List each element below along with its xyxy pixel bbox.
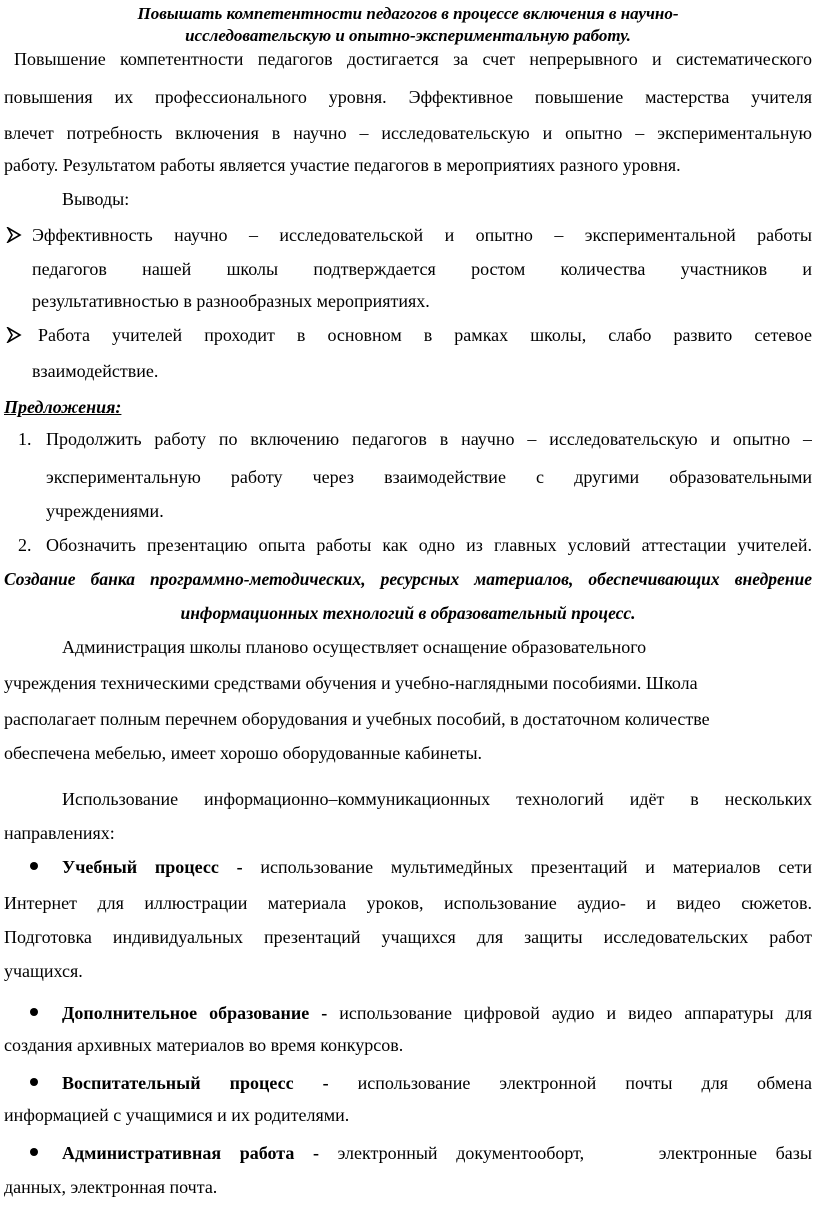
ict-line-1: Использование информационно–коммуникационных технологий идёт в нескольких bbox=[62, 789, 812, 809]
admin-line-3: располагает полным перечнем оборудования и учебных пособий, в достаточном количестве bbox=[4, 709, 710, 729]
intro-line-3: влечет потребность включения в научно – исследовательскую и опытно – экспериментальную bbox=[4, 123, 812, 143]
section-heading-2-line-2: информационных технологий в образовательный процесс. bbox=[180, 603, 636, 623]
intro-line-2: повышения их профессионального уровня. Эффективное повышение мастерства учителя bbox=[4, 87, 812, 107]
section-heading-line-2: исследовательскую и опытно-экспериментальную работу. bbox=[185, 26, 631, 45]
direction-4-text: электронный документооборт, электронные базы bbox=[337, 1143, 812, 1163]
conclusion-1-line-3: результативностью в разнообразных мероприятиях. bbox=[32, 291, 430, 311]
ict-line-2: направлениях: bbox=[4, 823, 115, 843]
direction-4-title: Административная работа - bbox=[62, 1143, 319, 1163]
direction-1-text: использование мультимедйных презентаций и материалов сети bbox=[260, 857, 812, 877]
proposal-1-line-3: учреждениями. bbox=[46, 501, 164, 521]
proposal-1-line-2: экспериментальную работу через взаимодействие с другими образовательными bbox=[46, 467, 812, 487]
conclusions-label: Выводы: bbox=[62, 189, 130, 209]
arrow-bullet-icon bbox=[6, 227, 22, 243]
direction-4-line-2: данных, электронная почта. bbox=[4, 1177, 218, 1197]
admin-line-1: Администрация школы планово осуществляет оснащение образовательного bbox=[62, 637, 647, 657]
bullet-icon bbox=[30, 1008, 38, 1016]
admin-line-2: учреждения техническими средствами обучения и учебно-наглядными пособиями. Школа bbox=[4, 673, 698, 693]
conclusion-1-line-1: Эффективность научно – исследовательской и опытно – экспериментальной работы bbox=[32, 225, 812, 245]
direction-3-line-1 bbox=[62, 1068, 812, 1098]
direction-1-line-1 bbox=[62, 852, 812, 882]
proposals-label: Предложения: bbox=[4, 397, 122, 417]
direction-2-text: использование цифровой аудио и видео аппаратуры для bbox=[339, 1003, 812, 1023]
arrow-bullet-icon bbox=[6, 327, 22, 343]
bullet-icon bbox=[30, 862, 38, 870]
direction-2-line-2: создания архивных материалов во время конкурсов. bbox=[4, 1035, 404, 1055]
proposal-1-number: 1. bbox=[18, 429, 32, 449]
direction-3-text: использование электронной почты для обмена bbox=[357, 1073, 812, 1093]
admin-line-4: обеспечена мебелью, имеет хорошо оборудованные кабинеты. bbox=[4, 743, 483, 763]
direction-1-line-2: Интернет для иллюстрации материала уроков, использование аудио- и видео сюжетов. bbox=[4, 893, 812, 913]
bullet-icon bbox=[30, 1078, 38, 1086]
direction-2-line-1 bbox=[62, 998, 812, 1028]
direction-4-line-1 bbox=[62, 1138, 812, 1168]
section-heading-2-line-1: Создание банка программно-методических, ресурсных материалов, обеспечивающих внедрение bbox=[4, 569, 812, 589]
direction-2-title: Дополнительное образование - bbox=[62, 1003, 328, 1023]
proposal-1-line-1: Продолжить работу по включению педагогов в научно – исследовательскую и опытно – bbox=[46, 429, 812, 449]
conclusion-1-line-2: педагогов нашей школы подтверждается ростом количества участников и bbox=[32, 259, 812, 279]
bullet-icon bbox=[30, 1148, 38, 1156]
direction-1-line-4: учащихся. bbox=[4, 961, 83, 981]
direction-1-line-3: Подготовка индивидуальных презентаций учащихся для защиты исследовательских работ bbox=[4, 927, 812, 947]
direction-3-title: Воспитательный процесс - bbox=[62, 1073, 329, 1093]
section-heading-line-1: Повышать компетентности педагогов в процессе включения в научно- bbox=[137, 4, 679, 23]
proposal-2-number: 2. bbox=[18, 535, 32, 555]
direction-1-title: Учебный процесс - bbox=[62, 857, 243, 877]
intro-line-4: работу. Результатом работы является участие педагогов в мероприятиях разного уровня. bbox=[4, 155, 681, 175]
intro-line-1: Повышение компетентности педагогов достигается за счет непрерывного и систематического bbox=[14, 49, 812, 69]
conclusion-2-line-2: взаимодействие. bbox=[32, 361, 159, 381]
conclusion-2-line-1: Работа учителей проходит в основном в рамках школы, слабо развито сетевое bbox=[38, 325, 812, 345]
proposal-2-line-1: Обозначить презентацию опыта работы как одно из главных условий аттестации учителей. bbox=[46, 535, 812, 555]
direction-3-line-2: информацией с учащимися и их родителями. bbox=[4, 1105, 350, 1125]
